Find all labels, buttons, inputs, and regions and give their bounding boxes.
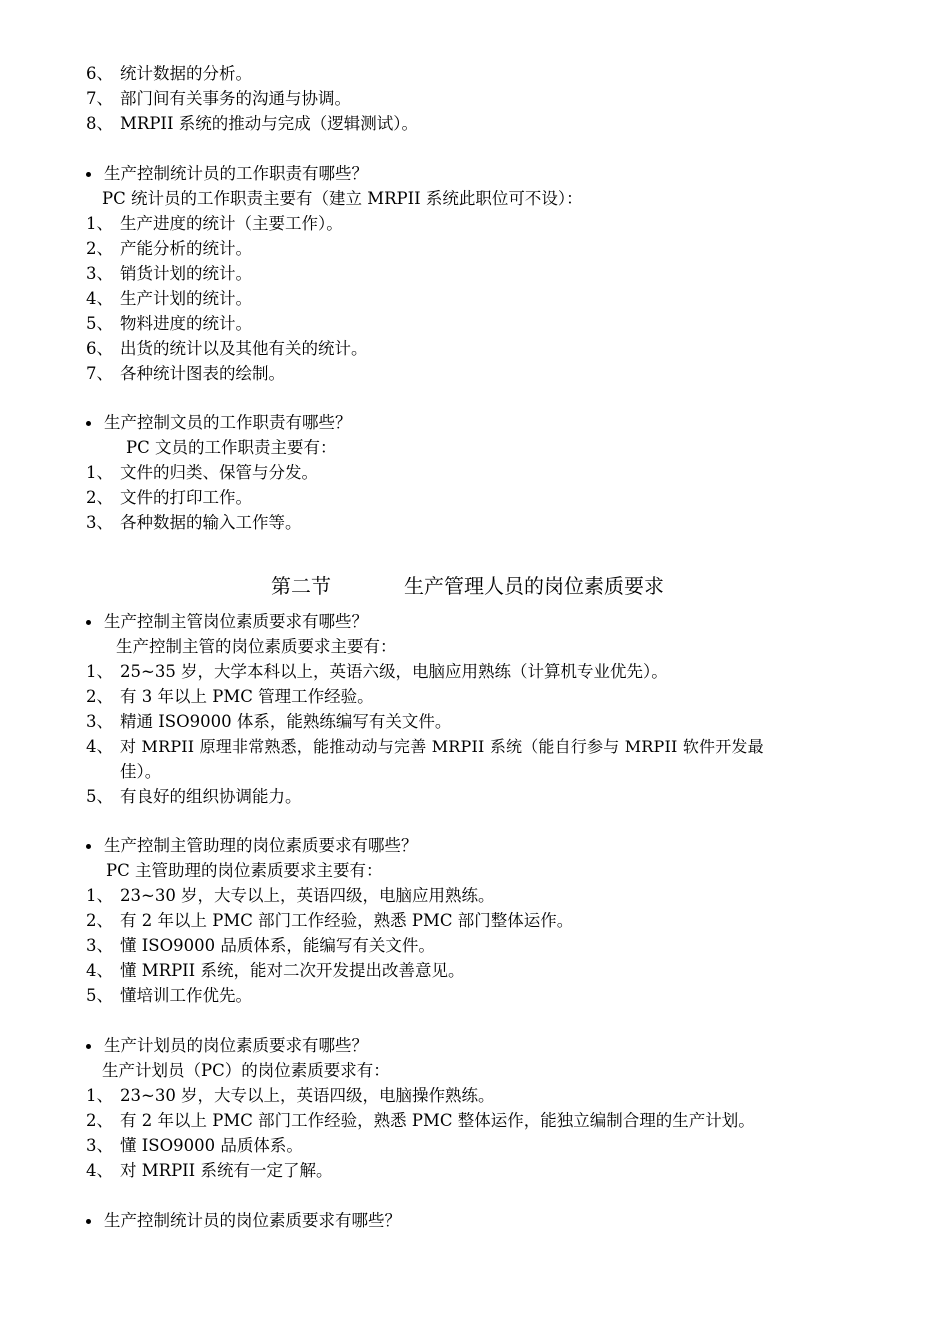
item-number: 4、 bbox=[86, 961, 113, 980]
item-text: 销货计划的统计。 bbox=[120, 264, 252, 283]
section-number: 第二节 bbox=[271, 574, 331, 598]
item-text: 各种数据的输入工作等。 bbox=[120, 513, 302, 532]
item-number: 1、 bbox=[86, 463, 113, 482]
item-number: 7、 bbox=[86, 364, 113, 383]
item-text: 产能分析的统计。 bbox=[120, 239, 252, 258]
item-number: 3、 bbox=[86, 936, 113, 955]
item-text: 文件的打印工作。 bbox=[120, 488, 252, 507]
question-text: 生产计划员的岗位素质要求有哪些？ bbox=[104, 1036, 368, 1055]
bullet-dot-icon bbox=[86, 1219, 91, 1224]
intro-text: 生产控制主管的岗位素质要求主要有： bbox=[116, 637, 397, 656]
item-number: 2、 bbox=[86, 1111, 113, 1130]
bullet-dot-icon bbox=[86, 844, 91, 849]
item-text: 部门间有关事务的沟通与协调。 bbox=[120, 89, 351, 108]
item-text: 对 MRPII 系统有一定了解。 bbox=[120, 1161, 333, 1180]
item-text: 各种统计图表的绘制。 bbox=[120, 364, 285, 383]
item-text: 25~35 岁，大学本科以上，英语六级，电脑应用熟练（计算机专业优先）。 bbox=[120, 662, 668, 681]
bullet-dot-icon bbox=[86, 1044, 91, 1049]
item-number: 6、 bbox=[86, 64, 113, 83]
item-text: 有良好的组织协调能力。 bbox=[120, 787, 302, 806]
section-title: 生产管理人员的岗位素质要求 bbox=[404, 574, 664, 598]
item-text: 懂 MRPII 系统，能对二次开发提出改善意见。 bbox=[120, 961, 465, 980]
item-text: 对 MRPII 原理非常熟悉，能推动动与完善 MRPII 系统（能自行参与 MRPII 软件开发最 bbox=[120, 737, 764, 756]
item-number: 7、 bbox=[86, 89, 113, 108]
item-number: 2、 bbox=[86, 239, 113, 258]
item-number: 4、 bbox=[86, 1161, 113, 1180]
item-text: 有 2 年以上 PMC 部门工作经验，熟悉 PMC 整体运作，能独立编制合理的生产计划。 bbox=[120, 1111, 755, 1130]
item-number: 1、 bbox=[86, 662, 113, 681]
intro-text: PC 统计员的工作职责主要有（建立 MRPII 系统此职位可不设）： bbox=[102, 189, 583, 208]
item-number: 5、 bbox=[86, 314, 113, 333]
item-number: 1、 bbox=[86, 1086, 113, 1105]
item-text: 出货的统计以及其他有关的统计。 bbox=[120, 339, 368, 358]
item-text: 有 2 年以上 PMC 部门工作经验，熟悉 PMC 部门整体运作。 bbox=[120, 911, 574, 930]
item-text: 生产计划的统计。 bbox=[120, 289, 252, 308]
question-text: 生产控制统计员的工作职责有哪些？ bbox=[104, 164, 368, 183]
item-text: 懂培训工作优先。 bbox=[120, 986, 252, 1005]
item-text: 懂 ISO9000 品质体系，能编写有关文件。 bbox=[120, 936, 435, 955]
item-number: 2、 bbox=[86, 488, 113, 507]
item-number: 5、 bbox=[86, 787, 113, 806]
question-text: 生产控制统计员的岗位素质要求有哪些？ bbox=[104, 1211, 401, 1230]
item-number: 4、 bbox=[86, 737, 113, 756]
item-number: 3、 bbox=[86, 712, 113, 731]
item-number: 2、 bbox=[86, 911, 113, 930]
item-number: 3、 bbox=[86, 513, 113, 532]
bullet-dot-icon bbox=[86, 620, 91, 625]
item-number: 1、 bbox=[86, 886, 113, 905]
question-text: 生产控制文员的工作职责有哪些？ bbox=[104, 413, 352, 432]
item-text-continued: 佳）。 bbox=[120, 762, 162, 781]
item-number: 4、 bbox=[86, 289, 113, 308]
intro-text: 生产计划员（PC）的岗位素质要求有： bbox=[102, 1061, 390, 1080]
item-text: 有 3 年以上 PMC 管理工作经验。 bbox=[120, 687, 374, 706]
item-number: 3、 bbox=[86, 264, 113, 283]
bullet-dot-icon bbox=[86, 172, 91, 177]
item-number: 2、 bbox=[86, 687, 113, 706]
item-text: 生产进度的统计（主要工作）。 bbox=[120, 214, 343, 233]
item-text: 23~30 岁，大专以上，英语四级，电脑应用熟练。 bbox=[120, 886, 495, 905]
question-text: 生产控制主管助理的岗位素质要求有哪些？ bbox=[104, 836, 418, 855]
item-number: 8、 bbox=[86, 114, 113, 133]
intro-text: PC 文员的工作职责主要有： bbox=[126, 438, 337, 457]
item-text: 统计数据的分析。 bbox=[120, 64, 252, 83]
item-number: 6、 bbox=[86, 339, 113, 358]
item-text: 文件的归类、保管与分发。 bbox=[120, 463, 318, 482]
item-text: 精通 ISO9000 体系，能熟练编写有关文件。 bbox=[120, 712, 452, 731]
item-text: 懂 ISO9000 品质体系。 bbox=[120, 1136, 303, 1155]
item-text: MRPII 系统的推动与完成（逻辑测试）。 bbox=[120, 114, 418, 133]
item-text: 物料进度的统计。 bbox=[120, 314, 252, 333]
item-number: 1、 bbox=[86, 214, 113, 233]
item-text: 23~30 岁，大专以上，英语四级，电脑操作熟练。 bbox=[120, 1086, 495, 1105]
bullet-dot-icon bbox=[86, 421, 91, 426]
question-text: 生产控制主管岗位素质要求有哪些？ bbox=[104, 612, 368, 631]
item-number: 3、 bbox=[86, 1136, 113, 1155]
item-number: 5、 bbox=[86, 986, 113, 1005]
intro-text: PC 主管助理的岗位素质要求主要有： bbox=[106, 861, 383, 880]
